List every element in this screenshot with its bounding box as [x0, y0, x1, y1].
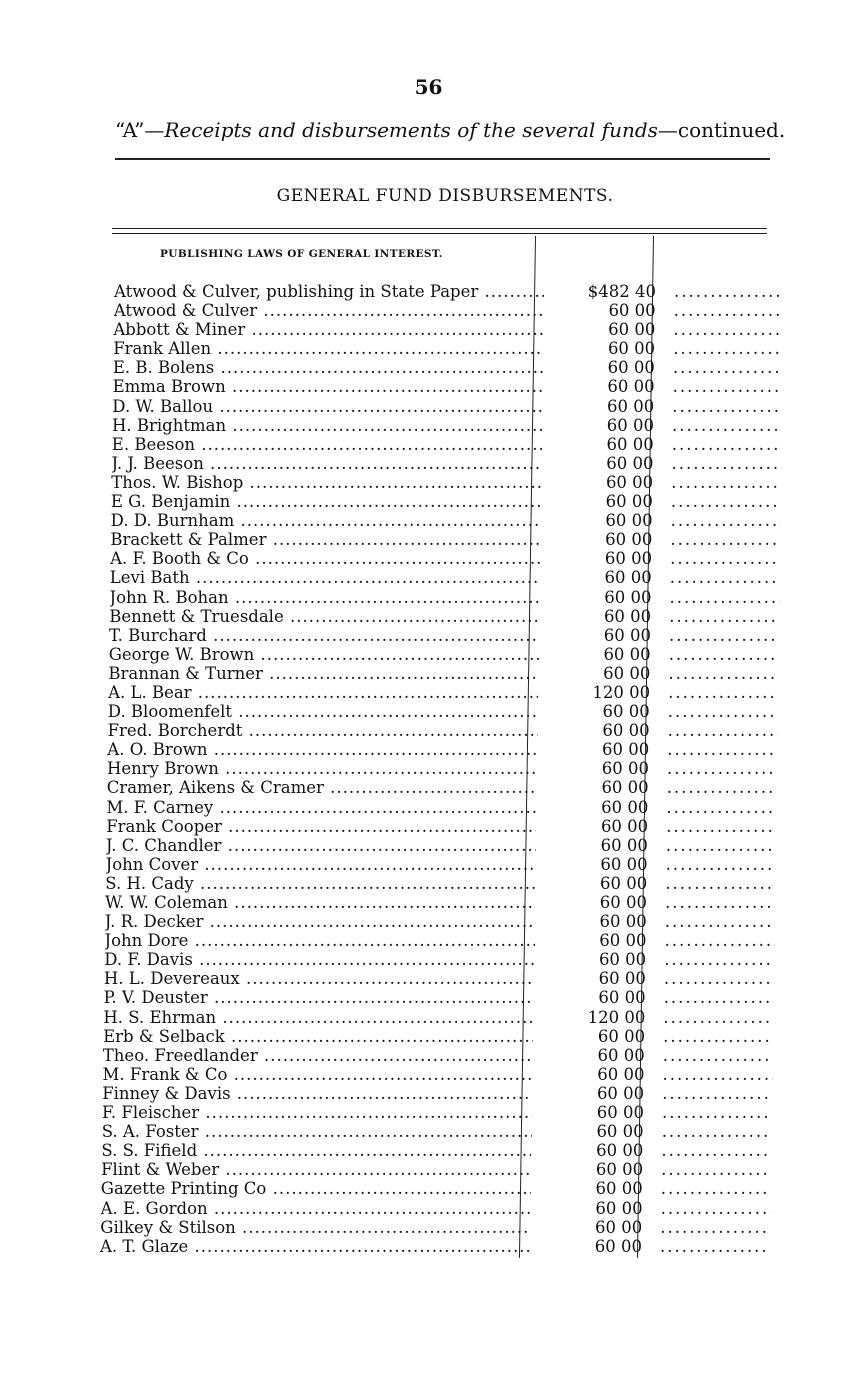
table-row: [112, 454, 781, 473]
leader-dots: [668, 721, 778, 740]
payee-name: Gilkey & Stilson .....: [100, 1218, 530, 1237]
leader-dots: [667, 778, 777, 797]
table-row: [114, 282, 780, 301]
leader-dots: [661, 1199, 771, 1218]
payee-name: John Dore .....: [105, 931, 535, 950]
leader-dots: [661, 1160, 771, 1179]
running-title-suffix: —continued.: [657, 118, 786, 142]
leader-dots: [672, 416, 782, 435]
leader-dots: [666, 836, 776, 855]
leader-dots: [663, 1046, 773, 1065]
leader-dots: [668, 702, 778, 721]
amount: 60 00: [597, 1064, 645, 1084]
table-row: [100, 1237, 780, 1256]
table-row: [107, 759, 780, 778]
amount: 60 00: [602, 721, 650, 741]
amount: 60 00: [600, 873, 648, 893]
amount: 60 00: [596, 1103, 644, 1123]
amount: 60 00: [601, 797, 649, 817]
payee-name: W. W. Coleman .....: [105, 893, 535, 912]
leader-dots: [671, 492, 781, 511]
payee-name: S. H. Cady .....: [105, 874, 535, 893]
amount: 60 00: [605, 492, 653, 512]
running-title: [115, 118, 786, 142]
leader-dots: [664, 950, 774, 969]
title-rule: [115, 158, 770, 160]
table-row: [103, 1046, 780, 1065]
leader-dots: [673, 358, 783, 377]
table-row: [109, 607, 780, 626]
amount: 60 00: [602, 740, 650, 760]
leader-dots: [661, 1141, 771, 1160]
payee-name: J. J. Beeson .....: [112, 454, 542, 473]
leader-dots: [674, 301, 784, 320]
amount: 60 00: [603, 644, 651, 664]
leader-dots: [663, 1027, 773, 1046]
payee-name: E G. Benjamin .....: [111, 492, 541, 511]
amount: 60 00: [596, 1141, 644, 1161]
payee-name: A. F. Booth & Co .....: [110, 549, 540, 568]
leader-dots: [670, 530, 780, 549]
table-row: [108, 702, 780, 721]
table-row: [101, 1179, 780, 1198]
table-row: [101, 1141, 780, 1160]
leader-dots: [670, 549, 780, 568]
payee-name: Atwood & Culver, publishing in State Paper .....: [114, 282, 544, 301]
payee-name: Frank Allen .....: [113, 339, 543, 358]
payee-name: F. Fleischer .....: [102, 1103, 532, 1122]
payee-name: Atwood & Culver .....: [114, 301, 544, 320]
payee-name: Finney & Davis .....: [102, 1084, 532, 1103]
table-row: [113, 339, 780, 358]
table-row: [111, 511, 780, 530]
payee-name: Emma Brown .....: [113, 377, 543, 396]
table-row: [103, 1065, 781, 1084]
table-row: [108, 683, 780, 702]
leader-dots: [664, 969, 774, 988]
table-row: [108, 721, 780, 740]
leader-dots: [666, 798, 776, 817]
payee-name: Brackett & Palmer .....: [110, 530, 540, 549]
amount: 60 00: [602, 702, 650, 722]
amount: 60 00: [597, 1026, 646, 1046]
running-title-prefix: “A”—: [115, 118, 165, 142]
amount: 60 00: [595, 1217, 643, 1237]
payee-name: M. F. Carney .....: [106, 798, 536, 817]
payee-name: D. D. Burnham .....: [111, 511, 541, 530]
payee-name: A. T. Glaze .....: [100, 1237, 530, 1256]
table-row: [112, 397, 780, 416]
leader-dots: [660, 1218, 770, 1237]
leader-dots: [664, 988, 774, 1007]
table-row: [112, 435, 780, 454]
table-row: [113, 358, 780, 377]
table-row: [105, 912, 780, 931]
table-row: [106, 855, 780, 874]
amount: 60 00: [607, 396, 655, 416]
table-row: [113, 320, 780, 339]
table-row: [113, 377, 780, 396]
amount: 60 00: [601, 778, 649, 798]
table-row: [103, 1008, 780, 1027]
amount: 60 00: [598, 950, 647, 970]
leader-dots: [668, 664, 778, 683]
amount: 60 00: [595, 1179, 643, 1199]
table-row: [104, 969, 780, 988]
table-row: [100, 1218, 780, 1237]
page-number: 56: [414, 75, 443, 99]
table-row: [102, 1122, 780, 1141]
payee-name: T. Burchard .....: [109, 626, 539, 645]
table-row: [106, 798, 780, 817]
leader-dots: [669, 626, 779, 645]
payee-name: Gazette Printing Co .....: [101, 1179, 531, 1198]
amount: $482 40: [587, 282, 656, 301]
amount: 60 00: [601, 759, 649, 779]
leader-dots: [668, 683, 778, 702]
leader-dots: [663, 1008, 773, 1027]
table-row: [112, 416, 780, 435]
amount: 60 00: [603, 663, 651, 683]
table-row: [108, 664, 780, 683]
leader-dots: [662, 1103, 772, 1122]
leader-dots: [665, 893, 775, 912]
leader-dots: [670, 568, 780, 587]
leader-dots: [672, 397, 782, 416]
table-row: [104, 950, 780, 969]
amount: 60 00: [604, 587, 652, 607]
payee-name: M. Frank & Co .....: [103, 1065, 533, 1084]
table-row: [102, 1084, 780, 1103]
leader-dots: [667, 759, 777, 778]
double-rule-top: [112, 228, 767, 229]
payee-name: J. R. Decker .....: [105, 912, 535, 931]
payee-name: D. F. Davis .....: [104, 950, 534, 969]
leader-dots: [672, 454, 782, 473]
leader-dots: [673, 320, 783, 339]
amount: 60 00: [607, 377, 655, 397]
payee-name: D. W. Ballou .....: [112, 397, 542, 416]
amount: 60 00: [600, 854, 648, 874]
amount: 60 00: [606, 434, 654, 454]
leader-dots: [667, 740, 777, 759]
table-row: [101, 1199, 780, 1218]
payee-name: Fred. Borcherdt .....: [108, 721, 538, 740]
amount: 60 00: [595, 1160, 644, 1180]
leader-dots: [673, 339, 783, 358]
table-row: [110, 588, 781, 607]
payee-name: A. L. Bear .....: [108, 683, 538, 702]
leader-dots: [665, 912, 775, 931]
table-row: [106, 836, 780, 855]
table-row: [111, 473, 780, 492]
amount: 60 00: [595, 1198, 643, 1218]
table-row: [104, 988, 780, 1007]
payee-name: Flint & Weber .....: [101, 1160, 531, 1179]
leader-dots: [666, 817, 776, 836]
subheading: PUBLISHING LAWS OF GENERAL INTEREST.: [160, 248, 443, 260]
payee-name: A. E. Gordon .....: [101, 1199, 531, 1218]
payee-name: Erb & Selback .....: [103, 1027, 533, 1046]
leader-dots: [673, 377, 783, 396]
leader-dots: [672, 435, 782, 454]
leader-dots: [674, 282, 784, 301]
table-row: [111, 492, 780, 511]
table-row: [107, 778, 780, 797]
amount: 60 00: [603, 625, 651, 645]
table-row: [110, 549, 780, 568]
leader-dots: [661, 1179, 771, 1198]
leader-dots: [670, 588, 780, 607]
payee-name: Levi Bath .....: [110, 568, 540, 587]
table-row: [114, 301, 780, 320]
amount: 60 00: [605, 472, 654, 492]
payee-name: H. L. Devereaux .....: [104, 969, 534, 988]
payee-name: D. Bloomenfelt .....: [108, 702, 538, 721]
amount: 60 00: [608, 301, 656, 321]
payee-name: Bennett & Truesdale .....: [109, 607, 539, 626]
amount: 120 00: [592, 682, 651, 702]
leader-dots: [669, 645, 779, 664]
amount: 60 00: [599, 893, 647, 912]
amount: 60 00: [604, 549, 653, 569]
amount: 60 00: [596, 1122, 644, 1142]
leader-dots: [663, 1065, 773, 1084]
table-row: [106, 817, 780, 836]
payee-name: E. Beeson .....: [112, 435, 542, 454]
payee-name: Cramer, Aikens & Cramer .....: [107, 778, 537, 797]
payee-name: H. S. Ehrman .....: [103, 1008, 533, 1027]
payee-name: Abbott & Miner .....: [113, 320, 543, 339]
table-row: [103, 1027, 780, 1046]
table-row: [109, 626, 780, 645]
amount: 60 00: [603, 606, 652, 626]
table-row: [101, 1160, 780, 1179]
amount: 60 00: [606, 453, 654, 473]
payee-name: E. B. Bolens .....: [113, 358, 543, 377]
table-row: [109, 645, 780, 664]
table-row: [102, 1103, 780, 1122]
disbursement-table: [100, 282, 780, 1256]
amount: 60 00: [605, 530, 653, 550]
amount: 60 00: [600, 835, 648, 855]
payee-name: John R. Bohan .....: [110, 588, 540, 607]
table-row: [107, 740, 780, 759]
leader-dots: [671, 473, 781, 492]
amount: 60 00: [604, 568, 652, 588]
leader-dots: [669, 607, 779, 626]
amount: 60 00: [597, 1045, 645, 1065]
leader-dots: [666, 855, 776, 874]
table-row: [105, 893, 780, 912]
amount: 60 00: [606, 415, 654, 435]
payee-name: H. Brightman .....: [112, 416, 542, 435]
payee-name: Thos. W. Bishop .....: [111, 473, 541, 492]
section-heading: GENERAL FUND DISBURSEMENTS.: [276, 186, 614, 206]
leader-dots: [660, 1237, 770, 1256]
payee-name: P. V. Deuster .....: [104, 988, 534, 1007]
amount: 60 00: [598, 988, 646, 1008]
payee-name: Henry Brown .....: [107, 759, 537, 778]
double-rule-bottom: [112, 233, 767, 234]
payee-name: S. S. Fifield .....: [101, 1141, 531, 1160]
amount: 60 00: [596, 1083, 645, 1103]
running-title-italic: Receipts and disbursements of the several funds: [164, 118, 658, 142]
leader-dots: [662, 1122, 772, 1141]
leader-dots: [665, 931, 775, 950]
amount: 60 00: [600, 816, 649, 836]
payee-name: Theo. Freedlander .....: [103, 1046, 533, 1065]
leader-dots: [671, 511, 781, 530]
payee-name: A. O. Brown .....: [107, 740, 537, 759]
payee-name: J. C. Chandler .....: [106, 836, 536, 855]
amount: 120 00: [587, 1007, 646, 1027]
amount: 60 00: [594, 1236, 642, 1256]
amount: 60 00: [605, 511, 653, 531]
payee-name: George W. Brown .....: [109, 645, 539, 664]
payee-name: John Cover .....: [106, 855, 536, 874]
leader-dots: [662, 1084, 772, 1103]
amount: 60 00: [598, 969, 646, 989]
table-row: [105, 931, 781, 950]
payee-name: S. A. Foster .....: [102, 1122, 532, 1141]
leader-dots: [665, 874, 775, 893]
table-row: [110, 568, 780, 587]
amount: 60 00: [608, 320, 656, 340]
amount: 60 00: [599, 931, 647, 951]
amount: 60 00: [607, 358, 655, 378]
table-row: [110, 530, 780, 549]
amount: 60 00: [607, 339, 656, 359]
amount: 60 00: [599, 912, 647, 932]
table-row: [105, 874, 780, 893]
payee-name: Frank Cooper .....: [106, 817, 536, 836]
payee-name: Brannan & Turner .....: [108, 664, 538, 683]
